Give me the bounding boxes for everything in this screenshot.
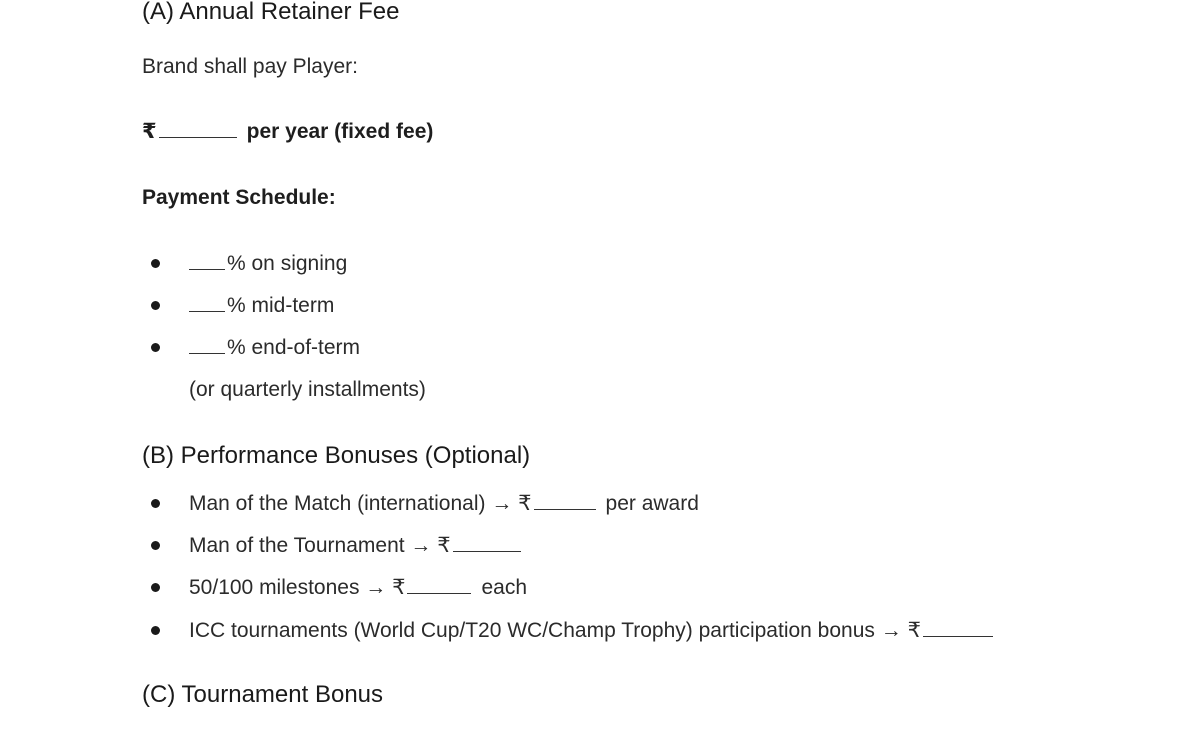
bonus-item: [189, 535, 523, 556]
fee-currency: ₹: [142, 120, 157, 143]
schedule-item: [189, 253, 347, 274]
amount-blank[interactable]: [923, 635, 993, 637]
bonus-item-suffix: each: [481, 576, 528, 599]
bonus-item: [189, 493, 699, 514]
section-c-heading: (C) Tournament Bonus: [142, 681, 384, 708]
bullet: [151, 541, 160, 550]
bonus-item-text: 50/100 milestones → ₹: [189, 576, 406, 599]
bullet: [151, 626, 160, 635]
fee-line: [142, 121, 433, 142]
percent-blank[interactable]: [189, 352, 225, 354]
bullet: [151, 499, 160, 508]
section-a-intro: Brand shall pay Player:: [142, 55, 358, 78]
bonus-item-text: ICC tournaments (World Cup/T20 WC/Champ Trophy) participation bonus → ₹: [189, 619, 921, 642]
schedule-label: Payment Schedule:: [142, 186, 336, 209]
section-a-heading: (A) Annual Retainer Fee: [142, 0, 400, 25]
bonus-item: [189, 577, 527, 598]
schedule-note: (or quarterly installments): [189, 378, 426, 401]
bullet: [151, 301, 160, 310]
section-b-heading: (B) Performance Bonuses (Optional): [142, 442, 531, 469]
schedule-item: [189, 337, 360, 358]
amount-blank[interactable]: [534, 508, 596, 510]
amount-blank[interactable]: [453, 550, 521, 552]
percent-blank[interactable]: [189, 310, 225, 312]
bonus-item-text: Man of the Tournament → ₹: [189, 534, 451, 557]
fee-blank[interactable]: [159, 136, 237, 138]
amount-blank[interactable]: [407, 592, 471, 594]
bonus-item-suffix: per award: [605, 492, 699, 515]
bonus-item: [189, 620, 995, 641]
schedule-item-text: % end-of-term: [227, 336, 361, 359]
schedule-item-text: % mid-term: [227, 294, 335, 317]
percent-blank[interactable]: [189, 268, 225, 270]
schedule-item-text: % on signing: [227, 252, 348, 275]
fee-suffix: per year (fixed fee): [246, 120, 434, 143]
bullet: [151, 343, 160, 352]
bonus-item-text: Man of the Match (international) → ₹: [189, 492, 532, 515]
bullet: [151, 583, 160, 592]
schedule-item: [189, 295, 334, 316]
bullet: [151, 259, 160, 268]
